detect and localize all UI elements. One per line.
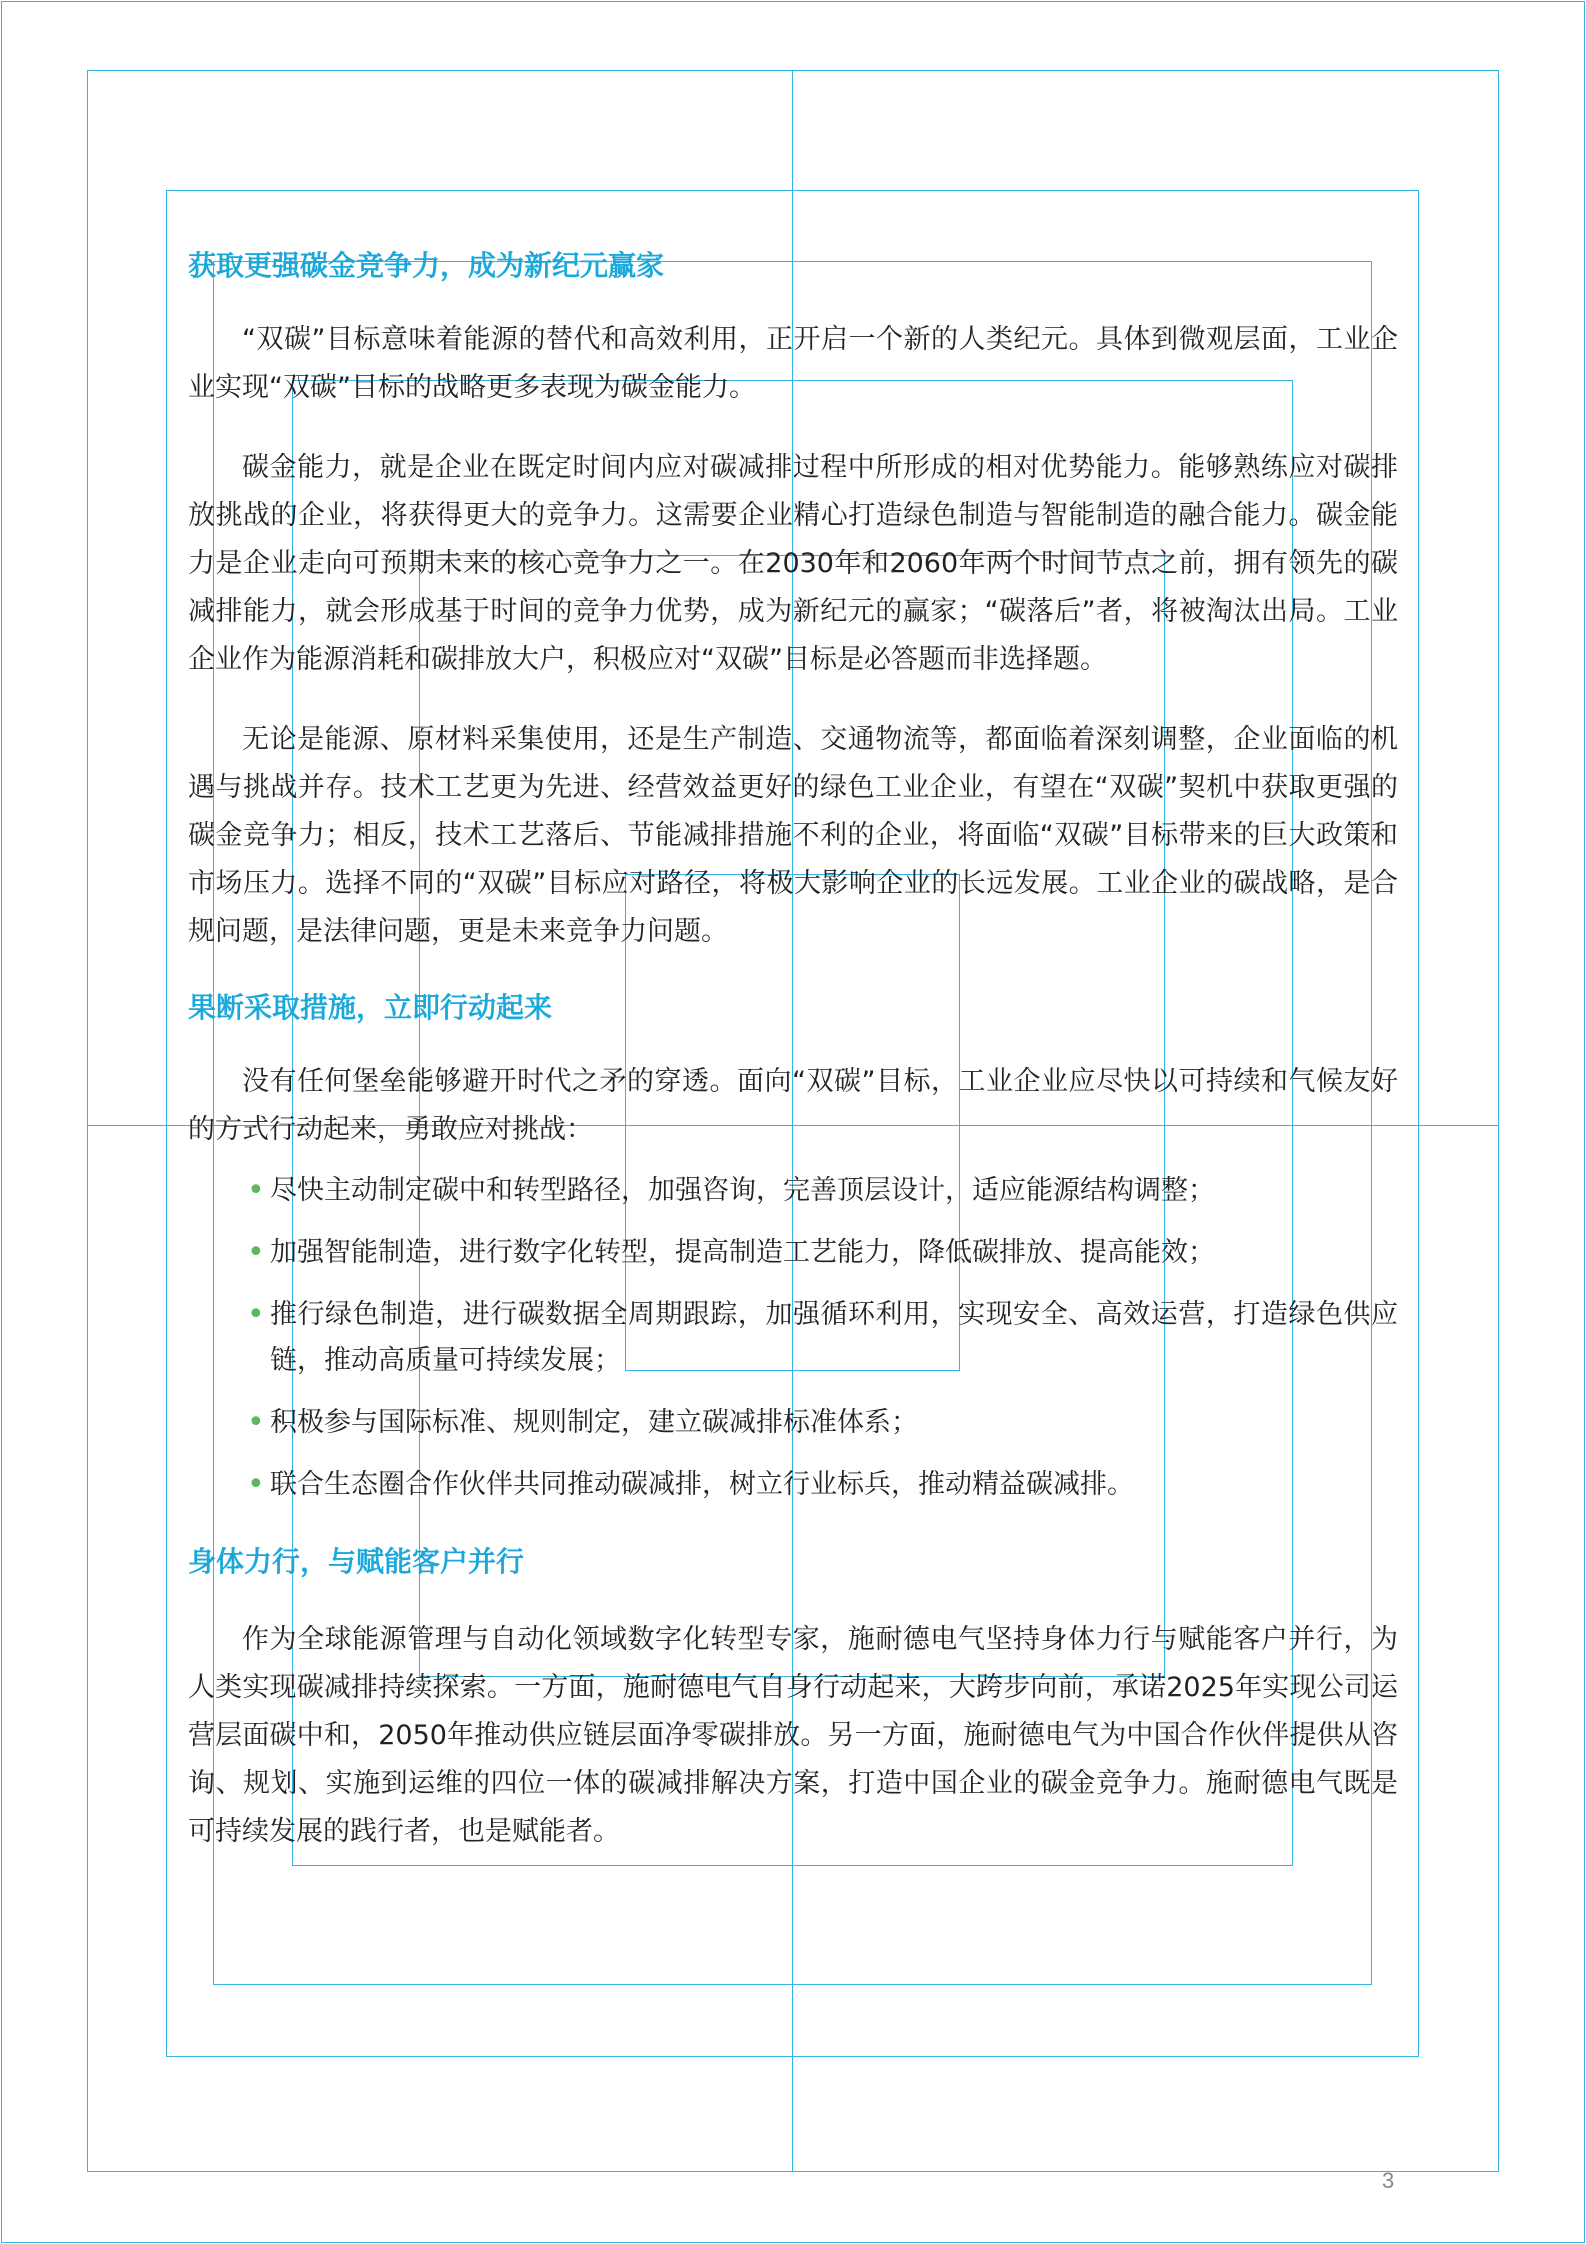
section-heading-take-action: 果断采取措施，立即行动起来	[188, 991, 553, 1024]
paragraph-opportunities-challenges: 无论是能源、原材料采集使用，还是生产制造、交通物流等，都面临着深刻调整，企业面临的机遇与挑战并存。技术工艺更为先进、经营效益更好的绿色工业企业，有望在“双碳”契机中获取更强的碳金竞争力；相反，技术工艺落后、节能减排措施不利的企业，将面临“双碳”目标带来的巨大政策和市场压力。选择不同的“双碳”目标应对路径，将极大影响企业的长远发展。工业企业的碳战略，是合规问题，是法律问题，更是未来竞争力问题。	[188, 724, 1398, 947]
list-item: • 推行绿色制造，进行碳数据全周期跟踪，加强循环利用，实现安全、高效运营，打造绿色供应链，推动高质量可持续发展；	[188, 1292, 1398, 1384]
list-item: • 联合生态圈合作伙伴共同推动碳减排，树立行业标兵，推动精益碳减排。	[188, 1462, 1398, 1508]
list-item: • 积极参与国际标准、规则制定，建立碳减排标准体系；	[188, 1400, 1398, 1446]
list-item: • 加强智能制造，进行数字化转型，提高制造工艺能力，降低碳排放、提高能效；	[188, 1230, 1398, 1276]
bullet-dot-icon: •	[247, 1235, 265, 1270]
paragraph-action-intro: 没有任何堡垒能够避开时代之矛的穿透。面向“双碳”目标，工业企业应尽快以可持续和气候友好的方式行动起来，勇敢应对挑战：	[188, 1066, 1398, 1145]
section-heading-competitiveness: 获取更强碳金竞争力，成为新纪元赢家	[188, 249, 665, 282]
action-bullet-list	[188, 1168, 1398, 1508]
bullet-dot-icon: •	[247, 1297, 265, 1332]
paragraph-schneider-commitment: 作为全球能源管理与自动化领域数字化转型专家，施耐德电气坚持身体力行与赋能客户并行，为人类实现碳减排持续探索。一方面，施耐德电气自身行动起来，大跨步向前，承诺2025年实现公司运营层面碳中和，2050年推动供应链层面净零碳排放。另一方面，施耐德电气为中国合作伙伴提供从咨询、规划、实施到运维的四位一体的碳减排解决方案，打造中国企业的碳金竞争力。施耐德电气既是可持续发展的践行者，也是赋能者。	[188, 1624, 1398, 1847]
page-number: 3	[1382, 2168, 1395, 2193]
article-body	[188, 246, 1398, 1856]
paragraph-carbon-capability: 碳金能力，就是企业在既定时间内应对碳减排过程中所形成的相对优势能力。能够熟练应对碳排放挑战的企业，将获得更大的竞争力。这需要企业精心打造绿色制造与智能制造的融合能力。碳金能力是企业走向可预期未来的核心竞争力之一。在2030年和2060年两个时间节点之前，拥有领先的碳减排能力，就会形成基于时间的竞争力优势，成为新纪元的赢家；“碳落后”者，将被淘汰出局。工业企业作为能源消耗和碳排放大户，积极应对“双碳”目标是必答题而非选择题。	[188, 452, 1398, 675]
bullet-dot-icon: •	[247, 1405, 265, 1440]
list-item: • 尽快主动制定碳中和转型路径，加强咨询，完善顶层设计，适应能源结构调整；	[188, 1168, 1398, 1214]
section-heading-empower-customers: 身体力行，与赋能客户并行	[188, 1545, 525, 1578]
paragraph-dual-carbon-intro: “双碳”目标意味着能源的替代和高效利用，正开启一个新的人类纪元。具体到微观层面，工业企业实现“双碳”目标的战略更多表现为碳金能力。	[188, 324, 1398, 403]
bullet-dot-icon: •	[247, 1467, 265, 1502]
bullet-dot-icon: •	[247, 1173, 265, 1208]
